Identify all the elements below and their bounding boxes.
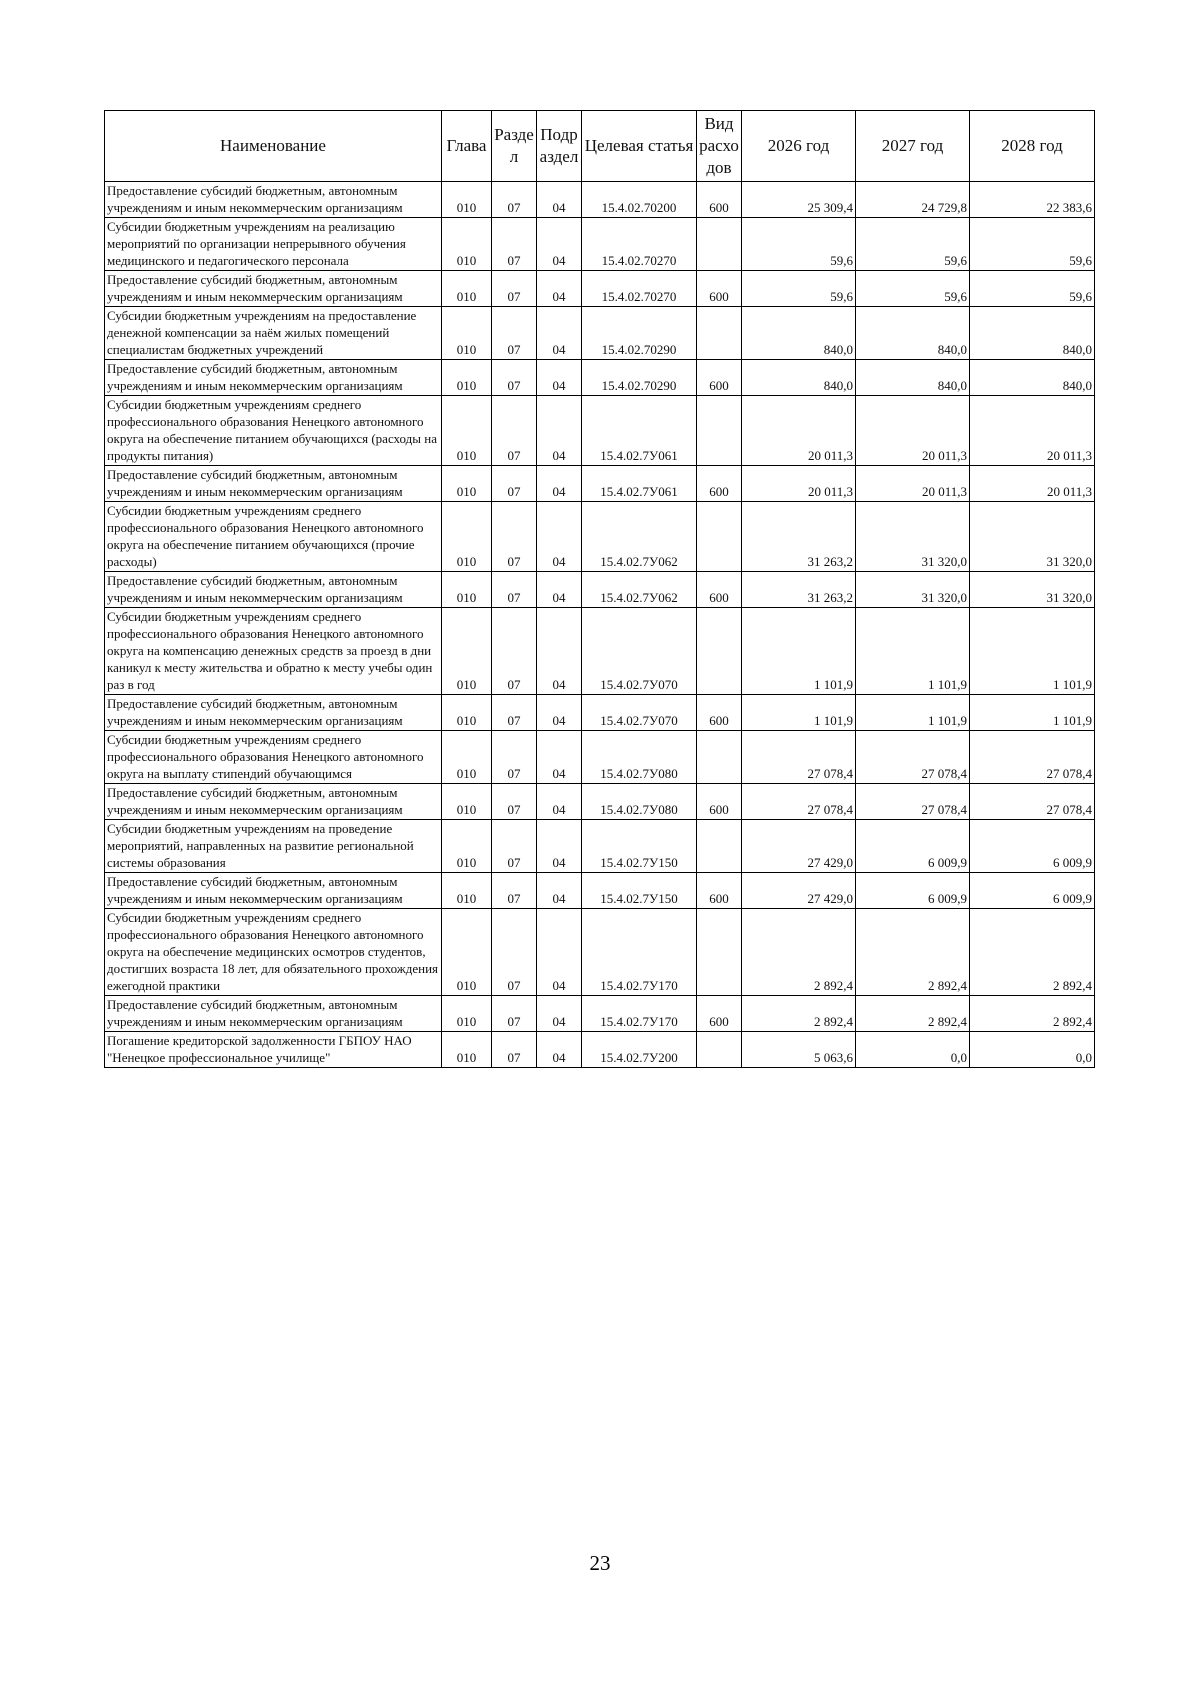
cell-2026: 20 011,3 bbox=[742, 396, 856, 466]
table-row bbox=[105, 909, 1095, 996]
cell-name: Субсидии бюджетным учреждениям среднего профессионального образования Ненецкого автономного округа на компенсацию денежных средств за проезд в дни каникул к месту жительства и обратно к месту учебы один раз в год bbox=[105, 608, 442, 695]
cell-razdel: 07 bbox=[492, 466, 537, 502]
header-razdel: Раздел bbox=[492, 111, 537, 182]
header-2027: 2027 год bbox=[856, 111, 970, 182]
table-row bbox=[105, 608, 1095, 695]
cell-razdel: 07 bbox=[492, 873, 537, 909]
table-row bbox=[105, 218, 1095, 271]
header-name: Наименование bbox=[105, 111, 442, 182]
cell-expense-type bbox=[697, 731, 742, 784]
cell-name: Субсидии бюджетным учреждениям среднего профессионального образования Ненецкого автономного округа на обеспечение медицинских осмотров студентов, достигших возраста 18 лет, для обязательного прохождения ежегодной практики bbox=[105, 909, 442, 996]
cell-2027: 0,0 bbox=[856, 1032, 970, 1068]
cell-target-article: 15.4.02.70290 bbox=[582, 360, 697, 396]
cell-2027: 20 011,3 bbox=[856, 396, 970, 466]
cell-2026: 2 892,4 bbox=[742, 996, 856, 1032]
header-podrazdel: Подраздел bbox=[537, 111, 582, 182]
cell-2026: 27 078,4 bbox=[742, 731, 856, 784]
cell-2026: 1 101,9 bbox=[742, 695, 856, 731]
cell-podrazdel: 04 bbox=[537, 218, 582, 271]
cell-razdel: 07 bbox=[492, 731, 537, 784]
cell-podrazdel: 04 bbox=[537, 731, 582, 784]
cell-podrazdel: 04 bbox=[537, 271, 582, 307]
cell-razdel: 07 bbox=[492, 695, 537, 731]
cell-glava: 010 bbox=[442, 1032, 492, 1068]
cell-name: Предоставление субсидий бюджетным, автономным учреждениям и иным некоммерческим организациям bbox=[105, 784, 442, 820]
cell-razdel: 07 bbox=[492, 608, 537, 695]
cell-2028: 6 009,9 bbox=[970, 820, 1095, 873]
header-glava: Глава bbox=[442, 111, 492, 182]
cell-2028: 0,0 bbox=[970, 1032, 1095, 1068]
cell-razdel: 07 bbox=[492, 909, 537, 996]
cell-expense-type: 600 bbox=[697, 360, 742, 396]
cell-glava: 010 bbox=[442, 608, 492, 695]
cell-expense-type: 600 bbox=[697, 572, 742, 608]
cell-2028: 31 320,0 bbox=[970, 572, 1095, 608]
table-row bbox=[105, 466, 1095, 502]
cell-2028: 2 892,4 bbox=[970, 909, 1095, 996]
cell-razdel: 07 bbox=[492, 1032, 537, 1068]
cell-2027: 27 078,4 bbox=[856, 784, 970, 820]
cell-expense-type bbox=[697, 396, 742, 466]
cell-target-article: 15.4.02.7У080 bbox=[582, 731, 697, 784]
cell-podrazdel: 04 bbox=[537, 502, 582, 572]
budget-table bbox=[104, 110, 1095, 1068]
cell-name: Субсидии бюджетным учреждениям на реализацию мероприятий по организации непрерывного обучения медицинского и педагогического персонала bbox=[105, 218, 442, 271]
cell-target-article: 15.4.02.70270 bbox=[582, 218, 697, 271]
table-row bbox=[105, 731, 1095, 784]
cell-2027: 31 320,0 bbox=[856, 572, 970, 608]
cell-podrazdel: 04 bbox=[537, 396, 582, 466]
cell-target-article: 15.4.02.7У070 bbox=[582, 695, 697, 731]
cell-expense-type bbox=[697, 820, 742, 873]
cell-podrazdel: 04 bbox=[537, 307, 582, 360]
cell-podrazdel: 04 bbox=[537, 909, 582, 996]
cell-target-article: 15.4.02.70270 bbox=[582, 271, 697, 307]
cell-2027: 20 011,3 bbox=[856, 466, 970, 502]
cell-name: Субсидии бюджетным учреждениям среднего профессионального образования Ненецкого автономного округа на обеспечение питанием обучающихся (расходы на продукты питания) bbox=[105, 396, 442, 466]
cell-expense-type bbox=[697, 1032, 742, 1068]
cell-razdel: 07 bbox=[492, 784, 537, 820]
table-body bbox=[105, 182, 1095, 1068]
cell-razdel: 07 bbox=[492, 820, 537, 873]
cell-expense-type: 600 bbox=[697, 784, 742, 820]
cell-2026: 2 892,4 bbox=[742, 909, 856, 996]
cell-2028: 27 078,4 bbox=[970, 731, 1095, 784]
table-row bbox=[105, 820, 1095, 873]
cell-2028: 22 383,6 bbox=[970, 182, 1095, 218]
cell-target-article: 15.4.02.7У061 bbox=[582, 396, 697, 466]
cell-target-article: 15.4.02.7У070 bbox=[582, 608, 697, 695]
cell-podrazdel: 04 bbox=[537, 572, 582, 608]
cell-target-article: 15.4.02.7У062 bbox=[582, 572, 697, 608]
cell-2028: 27 078,4 bbox=[970, 784, 1095, 820]
cell-2028: 840,0 bbox=[970, 307, 1095, 360]
cell-glava: 010 bbox=[442, 784, 492, 820]
cell-podrazdel: 04 bbox=[537, 873, 582, 909]
cell-glava: 010 bbox=[442, 996, 492, 1032]
cell-target-article: 15.4.02.7У150 bbox=[582, 873, 697, 909]
table-row bbox=[105, 502, 1095, 572]
header-target-article: Целевая статья bbox=[582, 111, 697, 182]
cell-2026: 59,6 bbox=[742, 271, 856, 307]
cell-2027: 59,6 bbox=[856, 218, 970, 271]
cell-podrazdel: 04 bbox=[537, 695, 582, 731]
cell-glava: 010 bbox=[442, 873, 492, 909]
cell-podrazdel: 04 bbox=[537, 182, 582, 218]
cell-razdel: 07 bbox=[492, 360, 537, 396]
cell-target-article: 15.4.02.70290 bbox=[582, 307, 697, 360]
cell-2026: 27 429,0 bbox=[742, 820, 856, 873]
table-row bbox=[105, 784, 1095, 820]
cell-2028: 20 011,3 bbox=[970, 396, 1095, 466]
table-row bbox=[105, 1032, 1095, 1068]
cell-expense-type: 600 bbox=[697, 182, 742, 218]
table-row bbox=[105, 271, 1095, 307]
cell-podrazdel: 04 bbox=[537, 820, 582, 873]
cell-glava: 010 bbox=[442, 182, 492, 218]
page-number: 23 bbox=[589, 1551, 611, 1575]
cell-2028: 20 011,3 bbox=[970, 466, 1095, 502]
cell-glava: 010 bbox=[442, 502, 492, 572]
cell-glava: 010 bbox=[442, 218, 492, 271]
cell-2028: 6 009,9 bbox=[970, 873, 1095, 909]
cell-expense-type bbox=[697, 218, 742, 271]
cell-razdel: 07 bbox=[492, 307, 537, 360]
cell-razdel: 07 bbox=[492, 572, 537, 608]
cell-razdel: 07 bbox=[492, 182, 537, 218]
cell-glava: 010 bbox=[442, 572, 492, 608]
cell-name: Субсидии бюджетным учреждениям среднего профессионального образования Ненецкого автономного округа на выплату стипендий обучающимся bbox=[105, 731, 442, 784]
table-row bbox=[105, 307, 1095, 360]
cell-2028: 2 892,4 bbox=[970, 996, 1095, 1032]
cell-name: Предоставление субсидий бюджетным, автономным учреждениям и иным некоммерческим организациям bbox=[105, 360, 442, 396]
cell-2027: 6 009,9 bbox=[856, 820, 970, 873]
cell-podrazdel: 04 bbox=[537, 608, 582, 695]
cell-2027: 31 320,0 bbox=[856, 502, 970, 572]
cell-name: Субсидии бюджетным учреждениям среднего профессионального образования Ненецкого автономного округа на обеспечение питанием обучающихся (прочие расходы) bbox=[105, 502, 442, 572]
cell-target-article: 15.4.02.7У080 bbox=[582, 784, 697, 820]
header-row bbox=[105, 111, 1095, 182]
cell-podrazdel: 04 bbox=[537, 784, 582, 820]
cell-expense-type: 600 bbox=[697, 695, 742, 731]
table-row bbox=[105, 996, 1095, 1032]
cell-2026: 1 101,9 bbox=[742, 608, 856, 695]
cell-name: Субсидии бюджетным учреждениям на предоставление денежной компенсации за наём жилых помещений специалистам бюджетных учреждений bbox=[105, 307, 442, 360]
cell-name: Предоставление субсидий бюджетным, автономным учреждениям и иным некоммерческим организациям bbox=[105, 873, 442, 909]
header-expense-type: Вид расходов bbox=[697, 111, 742, 182]
cell-2026: 27 078,4 bbox=[742, 784, 856, 820]
cell-2028: 31 320,0 bbox=[970, 502, 1095, 572]
header-2028: 2028 год bbox=[970, 111, 1095, 182]
cell-name: Предоставление субсидий бюджетным, автономным учреждениям и иным некоммерческим организациям bbox=[105, 572, 442, 608]
cell-2026: 31 263,2 bbox=[742, 572, 856, 608]
cell-razdel: 07 bbox=[492, 502, 537, 572]
table-row bbox=[105, 873, 1095, 909]
cell-2027: 27 078,4 bbox=[856, 731, 970, 784]
cell-expense-type: 600 bbox=[697, 271, 742, 307]
cell-name: Предоставление субсидий бюджетным, автономным учреждениям и иным некоммерческим организациям bbox=[105, 695, 442, 731]
cell-glava: 010 bbox=[442, 820, 492, 873]
cell-razdel: 07 bbox=[492, 396, 537, 466]
cell-podrazdel: 04 bbox=[537, 996, 582, 1032]
header-2026: 2026 год bbox=[742, 111, 856, 182]
cell-name: Предоставление субсидий бюджетным, автономным учреждениям и иным некоммерческим организациям bbox=[105, 271, 442, 307]
cell-podrazdel: 04 bbox=[537, 1032, 582, 1068]
cell-2027: 59,6 bbox=[856, 271, 970, 307]
cell-2028: 1 101,9 bbox=[970, 695, 1095, 731]
cell-2028: 840,0 bbox=[970, 360, 1095, 396]
cell-2027: 2 892,4 bbox=[856, 909, 970, 996]
cell-target-article: 15.4.02.70200 bbox=[582, 182, 697, 218]
cell-2028: 59,6 bbox=[970, 271, 1095, 307]
table-row bbox=[105, 572, 1095, 608]
cell-2028: 1 101,9 bbox=[970, 608, 1095, 695]
cell-podrazdel: 04 bbox=[537, 360, 582, 396]
cell-glava: 010 bbox=[442, 307, 492, 360]
table-row bbox=[105, 360, 1095, 396]
cell-razdel: 07 bbox=[492, 996, 537, 1032]
cell-2026: 840,0 bbox=[742, 307, 856, 360]
cell-target-article: 15.4.02.7У170 bbox=[582, 909, 697, 996]
cell-2027: 1 101,9 bbox=[856, 608, 970, 695]
cell-2027: 24 729,8 bbox=[856, 182, 970, 218]
cell-glava: 010 bbox=[442, 360, 492, 396]
cell-razdel: 07 bbox=[492, 218, 537, 271]
cell-podrazdel: 04 bbox=[537, 466, 582, 502]
cell-glava: 010 bbox=[442, 271, 492, 307]
cell-2027: 6 009,9 bbox=[856, 873, 970, 909]
cell-2027: 1 101,9 bbox=[856, 695, 970, 731]
cell-2026: 59,6 bbox=[742, 218, 856, 271]
cell-razdel: 07 bbox=[492, 271, 537, 307]
cell-2026: 27 429,0 bbox=[742, 873, 856, 909]
table-row bbox=[105, 396, 1095, 466]
cell-2026: 5 063,6 bbox=[742, 1032, 856, 1068]
cell-expense-type bbox=[697, 608, 742, 695]
cell-2027: 840,0 bbox=[856, 360, 970, 396]
cell-target-article: 15.4.02.7У200 bbox=[582, 1032, 697, 1068]
cell-glava: 010 bbox=[442, 731, 492, 784]
cell-glava: 010 bbox=[442, 695, 492, 731]
cell-2027: 840,0 bbox=[856, 307, 970, 360]
cell-glava: 010 bbox=[442, 909, 492, 996]
cell-expense-type bbox=[697, 307, 742, 360]
cell-expense-type: 600 bbox=[697, 466, 742, 502]
cell-expense-type bbox=[697, 909, 742, 996]
cell-2026: 25 309,4 bbox=[742, 182, 856, 218]
cell-expense-type: 600 bbox=[697, 873, 742, 909]
cell-2026: 20 011,3 bbox=[742, 466, 856, 502]
table-row bbox=[105, 695, 1095, 731]
table-row bbox=[105, 182, 1095, 218]
cell-target-article: 15.4.02.7У150 bbox=[582, 820, 697, 873]
cell-target-article: 15.4.02.7У170 bbox=[582, 996, 697, 1032]
cell-name: Предоставление субсидий бюджетным, автономным учреждениям и иным некоммерческим организациям bbox=[105, 996, 442, 1032]
cell-2027: 2 892,4 bbox=[856, 996, 970, 1032]
cell-name: Предоставление субсидий бюджетным, автономным учреждениям и иным некоммерческим организациям bbox=[105, 466, 442, 502]
cell-2028: 59,6 bbox=[970, 218, 1095, 271]
cell-glava: 010 bbox=[442, 396, 492, 466]
cell-glava: 010 bbox=[442, 466, 492, 502]
cell-expense-type: 600 bbox=[697, 996, 742, 1032]
cell-target-article: 15.4.02.7У061 bbox=[582, 466, 697, 502]
cell-name: Субсидии бюджетным учреждениям на проведение мероприятий, направленных на развитие региональной системы образования bbox=[105, 820, 442, 873]
cell-expense-type bbox=[697, 502, 742, 572]
cell-name: Предоставление субсидий бюджетным, автономным учреждениям и иным некоммерческим организациям bbox=[105, 182, 442, 218]
cell-target-article: 15.4.02.7У062 bbox=[582, 502, 697, 572]
table-header bbox=[105, 111, 1095, 182]
cell-2026: 840,0 bbox=[742, 360, 856, 396]
cell-2026: 31 263,2 bbox=[742, 502, 856, 572]
cell-name: Погашение кредиторской задолженности ГБПОУ НАО "Ненецкое профессиональное училище" bbox=[105, 1032, 442, 1068]
